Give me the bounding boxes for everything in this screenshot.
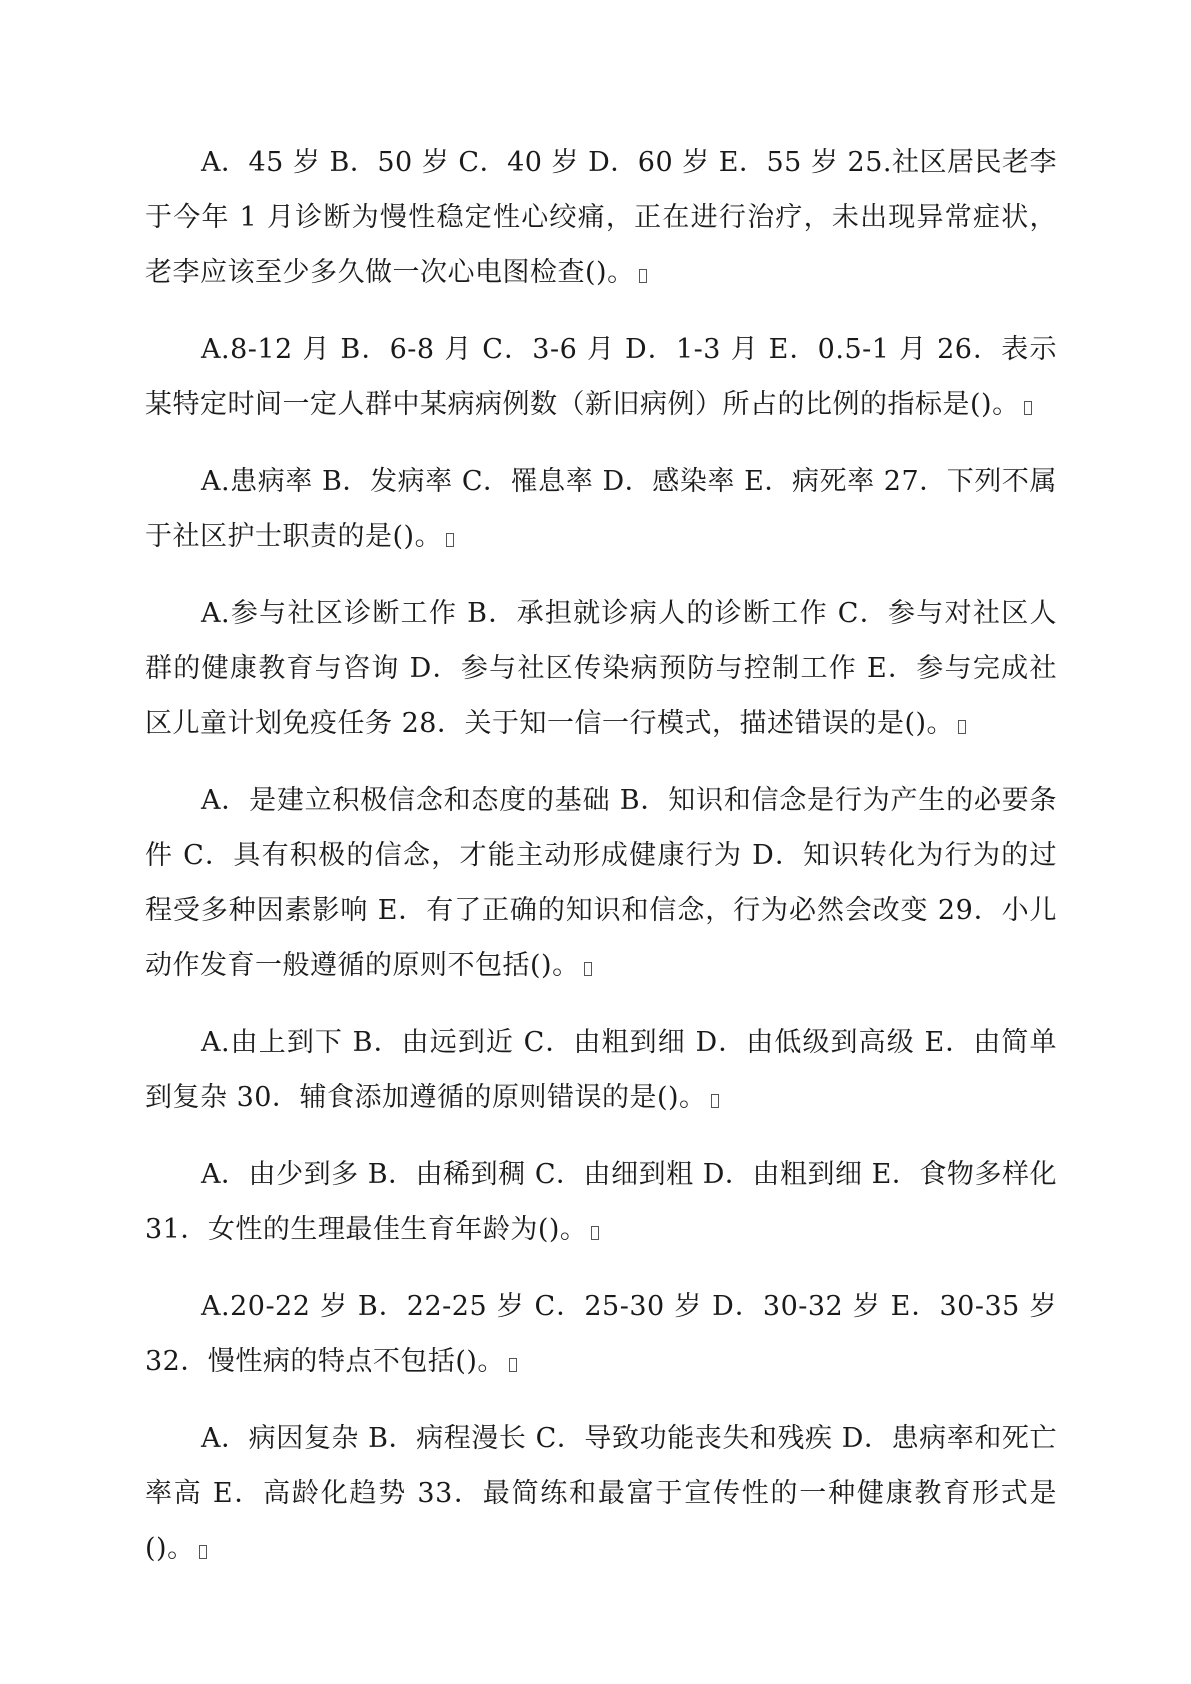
- paragraph-text: A.8-12 月 B．6-8 月 C．3-6 月 D．1-3 月 E．0.5-1 月 26．表示某特定时间一定人群中某病病例数（新旧病例）所占的比例的指标是()。: [145, 334, 1057, 420]
- paragraph-end-mark-icon: [958, 720, 966, 734]
- paragraph-text: A．45 岁 B．50 岁 C．40 岁 D．60 岁 E．55 岁 25.社区居民老李于今年 1 月诊断为慢性稳定性心绞痛，正在进行治疗，未出现异常症状，老李应该至少多久做一次心电图检查()。: [145, 147, 1057, 288]
- question-paragraph: [145, 1147, 1057, 1257]
- paragraph-text: A.患病率 B．发病率 C．罹息率 D．感染率 E．病死率 27．下列不属于社区护士职责的是()。: [145, 466, 1057, 552]
- paragraph-text: A.由上到下 B．由远到近 C．由粗到细 D．由低级到高级 E．由简单到复杂 30．辅食添加遵循的原则错误的是()。: [145, 1027, 1057, 1113]
- paragraph-text: A.20-22 岁 B．22-25 岁 C．25-30 岁 D．30-32 岁 E．30-35 岁 32．慢性病的特点不包括()。: [145, 1291, 1057, 1377]
- question-paragraph: [145, 454, 1057, 564]
- paragraph-text: A．由少到多 B．由稀到稠 C．由细到粗 D．由粗到细 E．食物多样化 31．女性的生理最佳生育年龄为()。: [145, 1159, 1057, 1245]
- question-paragraph: [145, 1015, 1057, 1125]
- paragraph-text: A．是建立积极信念和态度的基础 B．知识和信念是行为产生的必要条件 C．具有积极的信念，才能主动形成健康行为 D．知识转化为行为的过程受多种因素影响 E．有了正确的知识和信念，行为必然会改变 29．小儿动作发育一般遵循的原则不包括()。: [145, 785, 1057, 981]
- paragraph-end-mark-icon: [199, 1545, 207, 1559]
- paragraph-end-mark-icon: [639, 269, 647, 283]
- question-paragraph: [145, 322, 1057, 432]
- question-paragraph: [145, 1411, 1057, 1576]
- question-body: [145, 135, 1057, 1598]
- paragraph-end-mark-icon: [446, 533, 454, 547]
- question-paragraph: [145, 135, 1057, 300]
- paragraph-text: A．病因复杂 B．病程漫长 C．导致功能丧失和残疾 D．患病率和死亡率高 E．高龄化趋势 33．最简练和最富于宣传性的一种健康教育形式是()。: [145, 1423, 1057, 1564]
- paragraph-end-mark-icon: [1024, 401, 1032, 415]
- question-paragraph: [145, 586, 1057, 751]
- paragraph-end-mark-icon: [711, 1094, 719, 1108]
- question-paragraph: [145, 773, 1057, 993]
- paragraph-end-mark-icon: [584, 962, 592, 976]
- paragraph-text: A.参与社区诊断工作 B．承担就诊病人的诊断工作 C．参与对社区人群的健康教育与咨询 D．参与社区传染病预防与控制工作 E．参与完成社区儿童计划免疫任务 28．关于知一信一行模式，描述错误的是()。: [145, 598, 1057, 739]
- paragraph-end-mark-icon: [509, 1358, 517, 1372]
- question-paragraph: [145, 1279, 1057, 1389]
- paragraph-end-mark-icon: [591, 1226, 599, 1240]
